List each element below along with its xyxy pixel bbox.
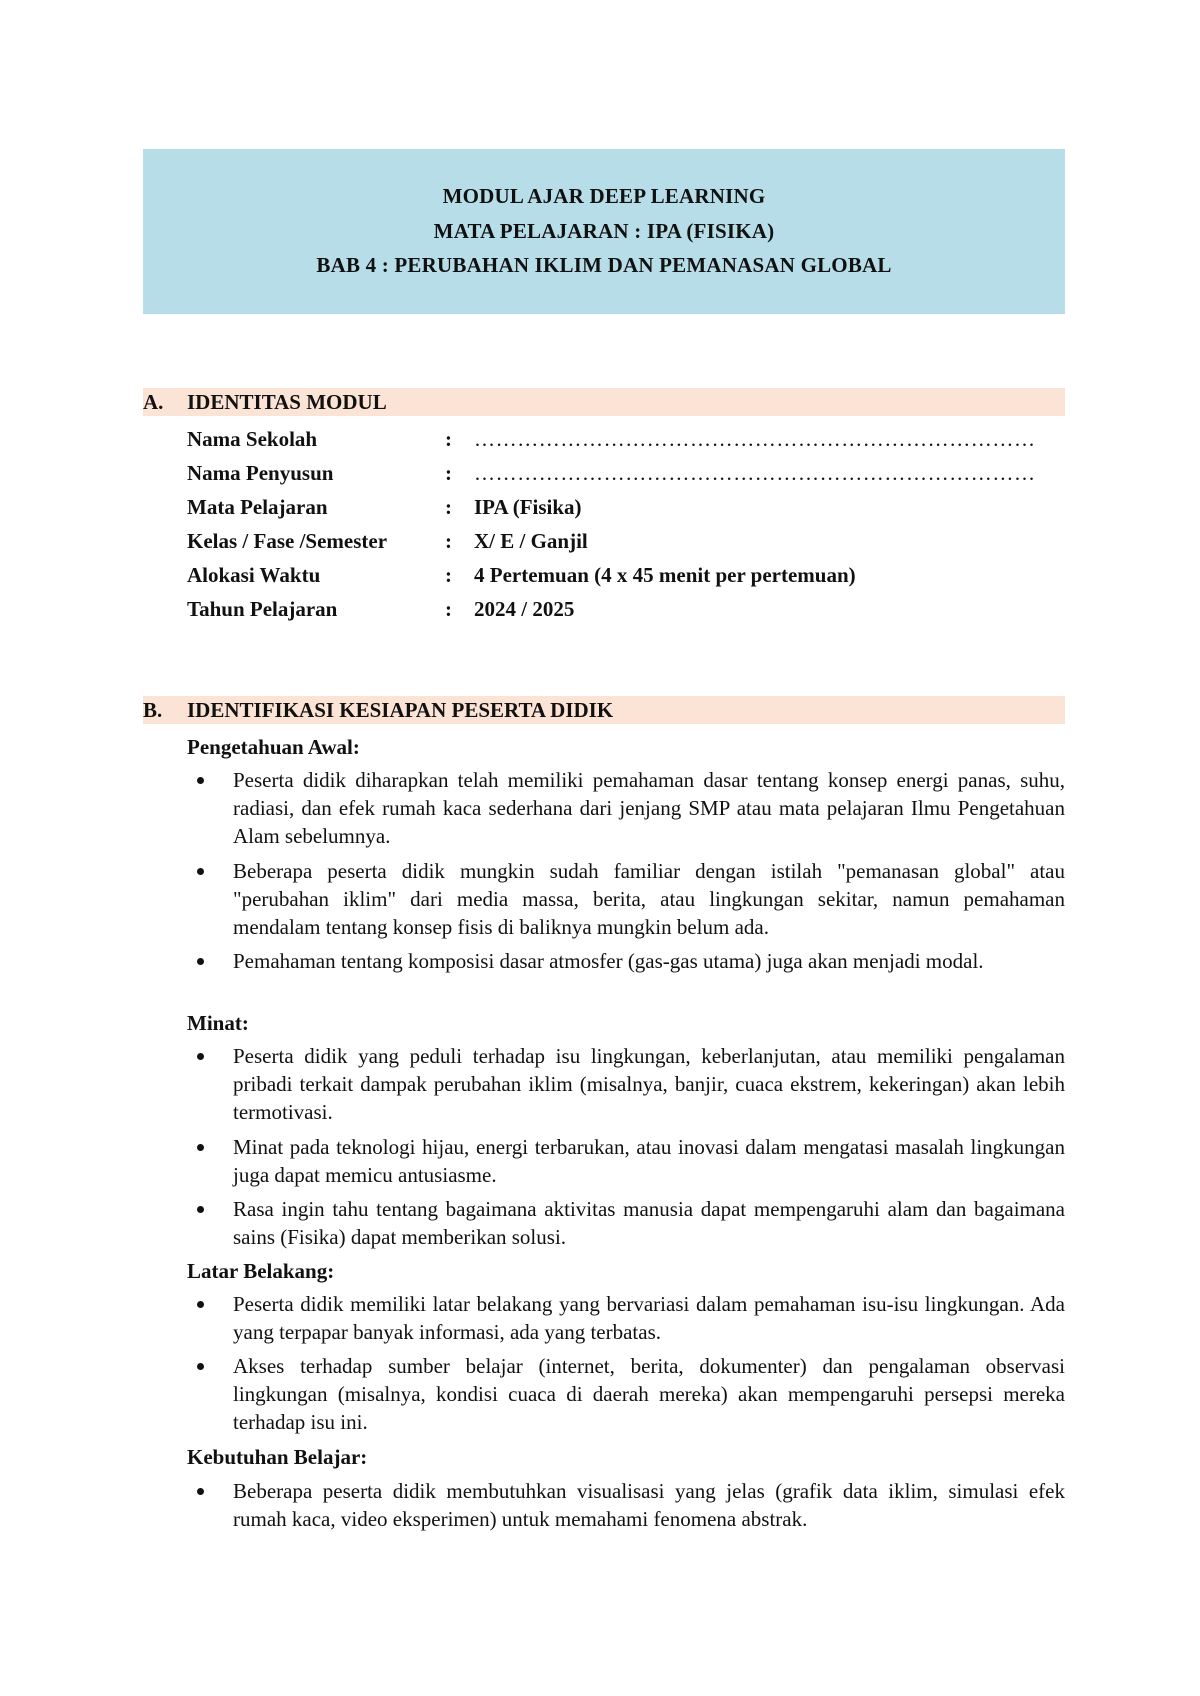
bullet-icon [197,1363,204,1370]
list-item-text: Minat pada teknologi hijau, energi terbarukan, atau inovasi dalam mengatasi masalah lingkungan juga dapat memicu antusiasme. [233,1135,1065,1187]
list-item [197,1477,1065,1533]
identity-label: Nama Sekolah [187,427,318,451]
subheading-prior-knowledge: Pengetahuan Awal: [187,735,360,759]
identity-value: 2024 / 2025 [474,597,575,621]
identity-colon: : [445,427,452,451]
list-item-text: Beberapa peserta didik mungkin sudah familiar dengan istilah "pemanasan global" atau "perubahan iklim" dari media massa, berita, atau lingkungan sekitar, namun pemahaman mendalam tentang konsep fisis di baliknya mungkin belum ada. [233,859,1065,939]
list-item-text: Rasa ingin tahu tentang bagaimana aktivitas manusia dapat mempengaruhi alam dan bagaimana sains (Fisika) dapat memberikan solusi. [233,1197,1065,1249]
list-item [197,1133,1065,1189]
list-item [197,1195,1065,1251]
bullet-icon [197,1301,204,1308]
title-box [143,149,1065,314]
list-item [197,1290,1065,1346]
list-item [197,1042,1065,1126]
identity-value: …………………………………………………………………… [474,427,1036,451]
section-a-title: IDENTITAS MODUL [187,390,387,414]
bullet-icon [197,958,204,965]
subheading-learning-needs: Kebutuhan Belajar: [187,1445,368,1469]
list-item-text: Peserta didik diharapkan telah memiliki pemahaman dasar tentang konsep energi panas, suhu, radiasi, dan efek rumah kaca sederhana dari jenjang SMP atau mata pelajaran Ilmu Pengetahuan Alam sebelumnya. [233,768,1065,848]
list-item [197,947,1065,975]
identity-label: Kelas / Fase /Semester [187,529,388,553]
bullet-icon [197,1206,204,1213]
list-item-text: Peserta didik memiliki latar belakang yang bervariasi dalam pemahaman isu-isu lingkungan. Ada yang terpapar banyak informasi, ada yang terbatas. [233,1292,1065,1344]
bullet-icon [197,1144,204,1151]
identity-label: Tahun Pelajaran [187,597,338,621]
list-item [197,857,1065,941]
identity-colon: : [445,495,452,519]
identity-value: X/ E / Ganjil [474,529,588,553]
module-title: MODUL AJAR DEEP LEARNING [442,184,766,208]
list-item-text: Peserta didik yang peduli terhadap isu lingkungan, keberlanjutan, atau memiliki pengalaman pribadi terkait dampak perubahan iklim (misalnya, banjir, cuaca ekstrem, kekeringan) akan lebih termotivasi. [233,1044,1065,1124]
bullet-icon [197,1053,204,1060]
identity-colon: : [445,597,452,621]
list-item-text: Akses terhadap sumber belajar (internet, berita, dokumenter) dan pengalaman observasi lingkungan (misalnya, kondisi cuaca di daerah mereka) akan mempengaruhi persepsi mereka terhadap isu ini. [233,1354,1065,1434]
identity-label: Nama Penyusun [187,461,334,485]
subject-title: MATA PELAJARAN : IPA (FISIKA) [433,219,775,243]
identity-colon: : [445,563,452,587]
chapter-title: BAB 4 : PERUBAHAN IKLIM DAN PEMANASAN GLOBAL [316,253,892,277]
section-b-letter: B. [143,698,163,722]
identity-label: Mata Pelajaran [187,495,328,519]
bullet-icon [197,868,204,875]
subheading-interest: Minat: [187,1011,249,1035]
list-item-text: Beberapa peserta didik membutuhkan visualisasi yang jelas (grafik data iklim, simulasi efek rumah kaca, video eksperimen) untuk memahami fenomena abstrak. [233,1479,1065,1531]
section-a-letter: A. [143,390,164,414]
identity-label: Alokasi Waktu [187,563,321,587]
identity-value: …………………………………………………………………… [474,461,1036,485]
subheading-background: Latar Belakang: [187,1259,335,1283]
identity-colon: : [445,461,452,485]
identity-colon: : [445,529,452,553]
identity-value: 4 Pertemuan (4 x 45 menit per pertemuan) [474,563,856,587]
bullet-icon [197,1488,204,1495]
identity-value: IPA (Fisika) [474,495,582,519]
list-item-text: Pemahaman tentang komposisi dasar atmosfer (gas-gas utama) juga akan menjadi modal. [233,949,984,973]
list-item [197,766,1065,850]
list-item [197,1352,1065,1436]
section-b-title: IDENTIFIKASI KESIAPAN PESERTA DIDIK [187,698,614,722]
bullet-icon [197,777,204,784]
